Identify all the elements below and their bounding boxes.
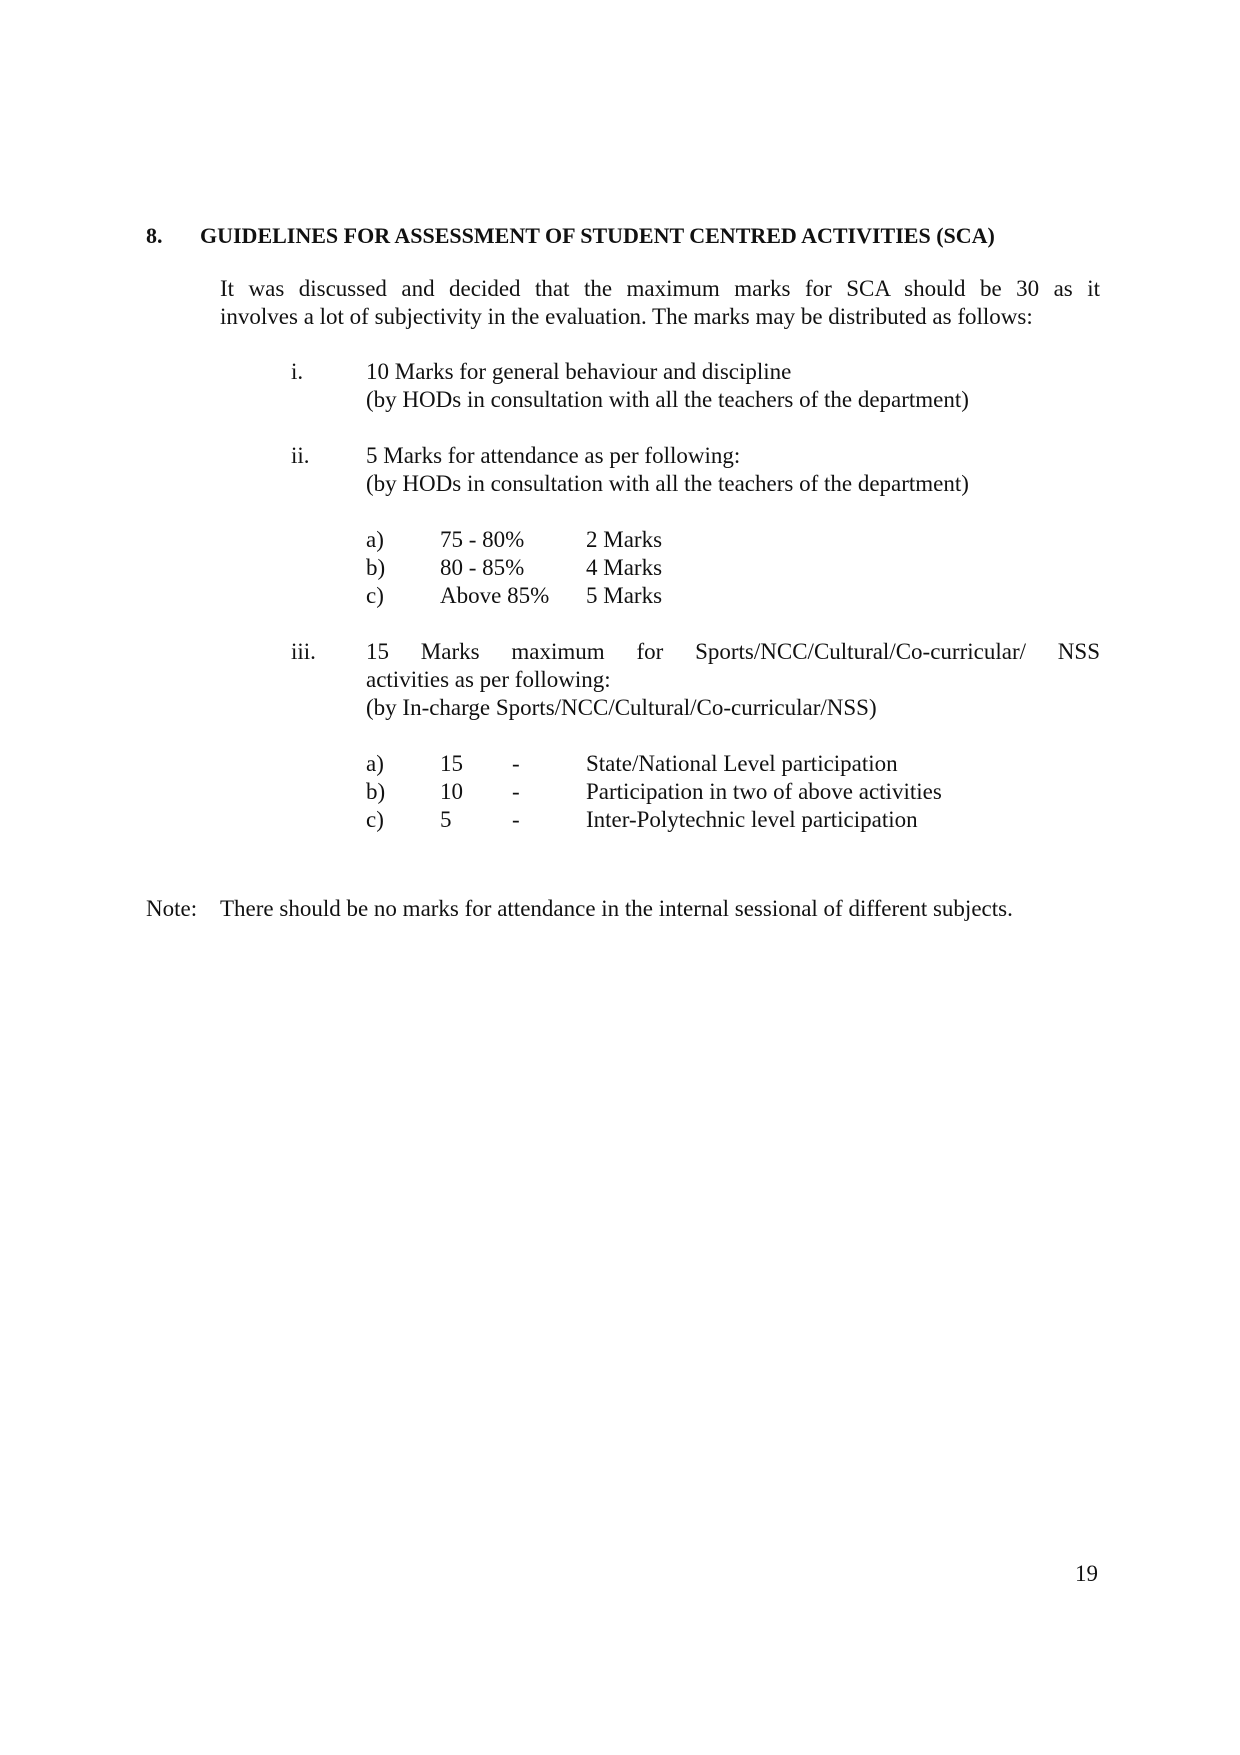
attendance-marks: 4 Marks bbox=[586, 555, 663, 580]
intro-paragraph bbox=[220, 275, 1100, 331]
intro-line-1: It was discussed and decided that the maximum marks for SCA should be 30 as it bbox=[220, 276, 1100, 301]
activity-marks: 10 bbox=[440, 779, 463, 804]
activity-letter: c) bbox=[366, 807, 384, 832]
activity-letter: b) bbox=[366, 779, 386, 804]
section-title: GUIDELINES FOR ASSESSMENT OF STUDENT CENTRED ACTIVITIES (SCA) bbox=[200, 223, 995, 248]
activity-description: Participation in two of above activities bbox=[586, 779, 942, 804]
activity-dash: - bbox=[512, 751, 520, 776]
activity-description: State/National Level participation bbox=[586, 751, 898, 776]
item-marker-iii: iii. bbox=[291, 639, 316, 664]
activity-marks: 5 bbox=[440, 807, 452, 832]
attendance-letter: a) bbox=[366, 527, 384, 552]
section-number: 8. bbox=[146, 223, 163, 248]
item-ii-line-1: 5 Marks for attendance as per following: bbox=[366, 443, 741, 468]
activity-letter: a) bbox=[366, 751, 384, 776]
attendance-range: Above 85% bbox=[440, 583, 550, 608]
item-i-line-1: 10 Marks for general behaviour and discipline bbox=[366, 359, 792, 384]
activity-description: Inter-Polytechnic level participation bbox=[586, 807, 918, 832]
item-marker-ii: ii. bbox=[291, 443, 310, 468]
attendance-letter: b) bbox=[366, 555, 386, 580]
attendance-marks: 2 Marks bbox=[586, 527, 663, 552]
item-iii-line-3: (by In-charge Sports/NCC/Cultural/Co-curricular/NSS) bbox=[366, 695, 877, 720]
item-marker-i: i. bbox=[291, 359, 304, 384]
activity-dash: - bbox=[512, 807, 520, 832]
page-number: 19 bbox=[1075, 1561, 1098, 1586]
attendance-marks: 5 Marks bbox=[586, 583, 663, 608]
attendance-range: 80 - 85% bbox=[440, 555, 525, 580]
note-label: Note: bbox=[146, 896, 198, 921]
item-iii-line-1: 15 Marks maximum for Sports/NCC/Cultural/Co-curricular/ NSS bbox=[366, 639, 1100, 664]
activity-dash: - bbox=[512, 779, 520, 804]
intro-line-2: involves a lot of subjectivity in the evaluation. The marks may be distributed as follows: bbox=[220, 304, 1033, 329]
item-i-line-2: (by HODs in consultation with all the teachers of the department) bbox=[366, 387, 969, 412]
note-text: There should be no marks for attendance in the internal sessional of different subjects. bbox=[220, 896, 1013, 921]
attendance-range: 75 - 80% bbox=[440, 527, 525, 552]
item-iii-line-2: activities as per following: bbox=[366, 667, 611, 692]
item-ii-line-2: (by HODs in consultation with all the teachers of the department) bbox=[366, 471, 969, 496]
attendance-letter: c) bbox=[366, 583, 384, 608]
activity-marks: 15 bbox=[440, 751, 463, 776]
